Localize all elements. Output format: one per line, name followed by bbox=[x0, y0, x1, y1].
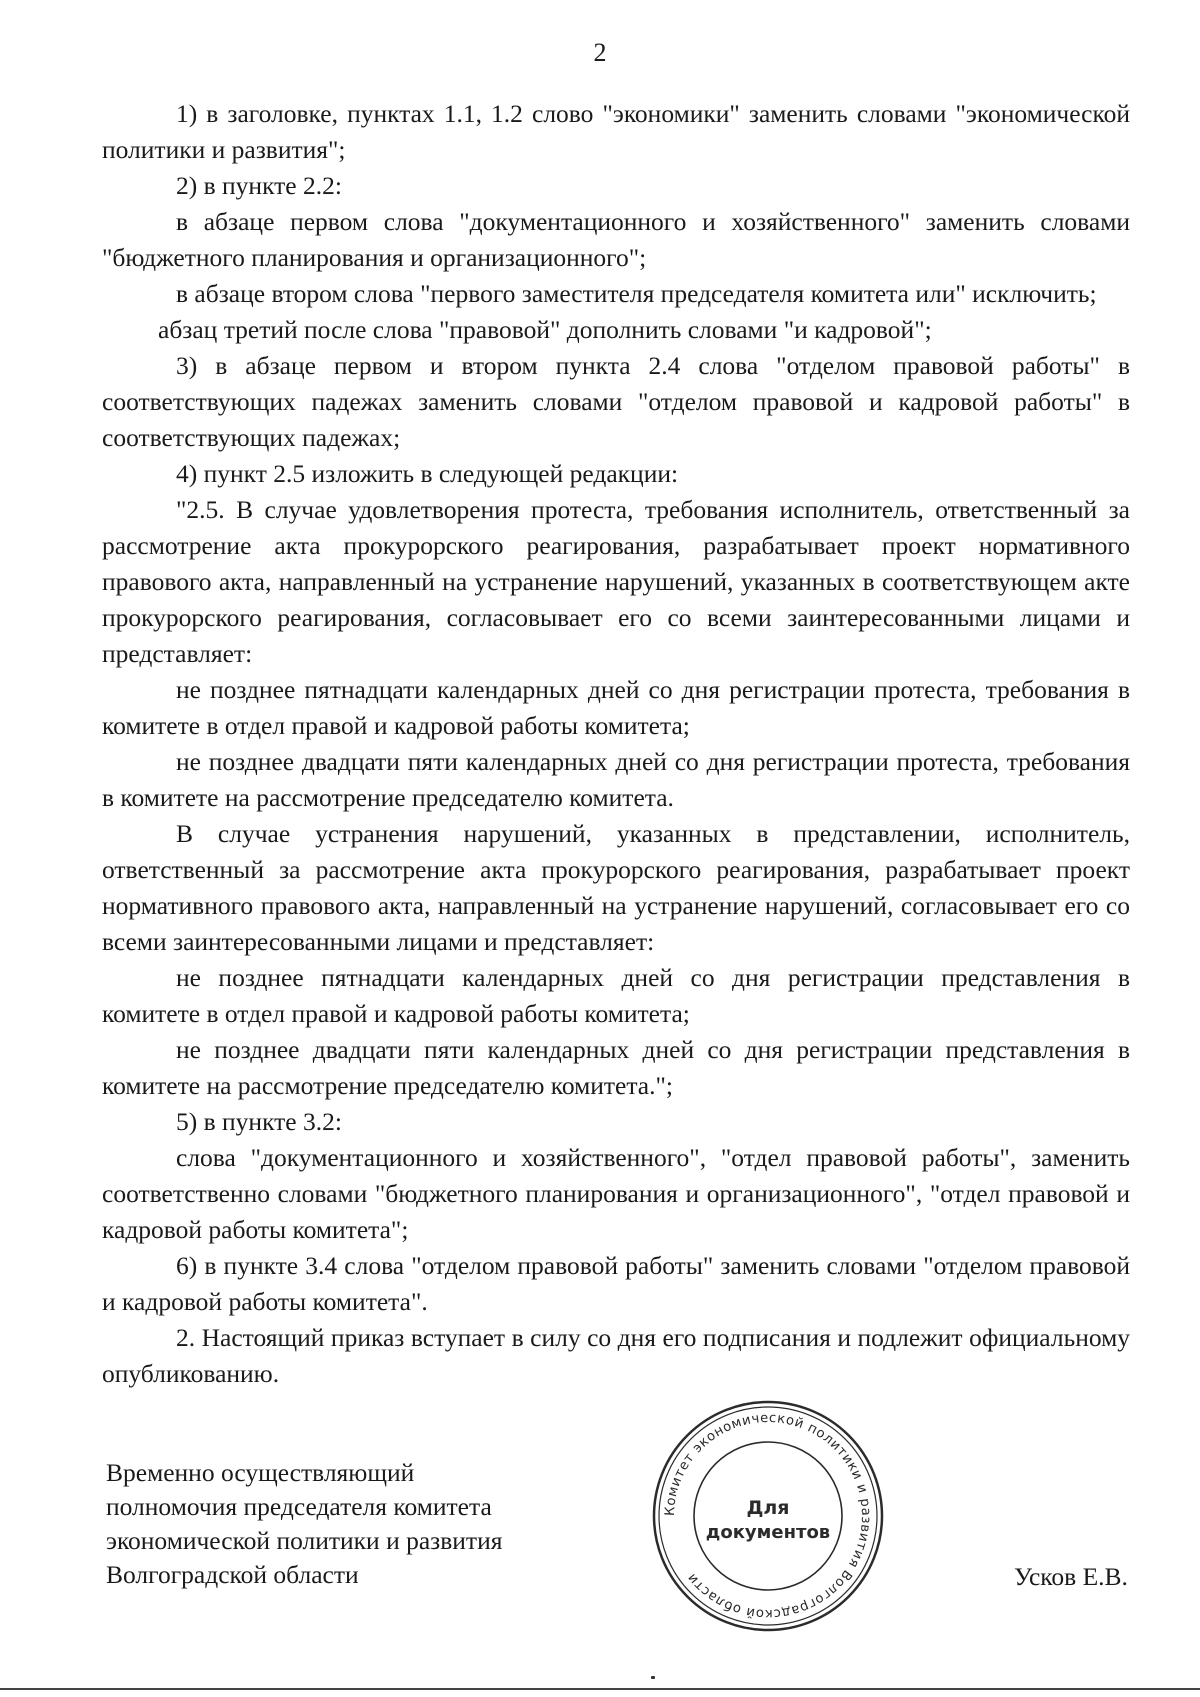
paragraph: В случае устранения нарушений, указанных в представлении, исполнитель, ответственный за рассмотрение акта прокурорского реагирования, разрабатывает проект нормативного правового акта, направленный на устранение нарушений, согласовывает его со всеми заинтересованными лицами и представляет: bbox=[102, 819, 1130, 956]
paragraph: абзац третий после слова "правовой" дополнить словами "и кадровой"; bbox=[158, 315, 932, 344]
page-bottom-rule bbox=[0, 1688, 1200, 1690]
paragraph: слова "документационного и хозяйственного", "отдел правовой работы", заменить соответственно словами "бюджетного планирования и организационного", "отдел правовой и кадровой работы комитета"; bbox=[102, 1143, 1130, 1244]
signer-name: Усков Е.В. bbox=[1014, 1562, 1128, 1591]
paragraph: в абзаце первом слова "документационного и хозяйственного" заменить словами "бюджетного планирования и организационного"; bbox=[102, 207, 1130, 272]
paragraph: не позднее двадцати пяти календарных дней со дня регистрации представления в комитете на рассмотрение председателю комитета."; bbox=[102, 1035, 1130, 1100]
paragraph: 2. Настоящий приказ вступает в силу со дня его подписания и подлежит официальному опубликованию. bbox=[102, 1323, 1130, 1388]
paragraph: 1) в заголовке, пунктах 1.1, 1.2 слово "экономики" заменить словами "экономической политики и развития"; bbox=[102, 99, 1130, 164]
paragraph: 5) в пункте 3.2: bbox=[176, 1107, 342, 1136]
paragraph: 4) пункт 2.5 изложить в следующей редакции: bbox=[176, 459, 679, 488]
scan-speck bbox=[651, 1676, 655, 1679]
paragraph: не позднее пятнадцати календарных дней со дня регистрации представления в комитете в отдел правой и кадровой работы комитета; bbox=[102, 963, 1130, 1028]
signer-title-line: экономической политики и развития bbox=[106, 1526, 503, 1555]
paragraph: в абзаце втором слова "первого заместителя председателя комитета или" исключить; bbox=[176, 279, 1097, 308]
paragraph: 3) в абзаце первом и втором пункта 2.4 слова "отделом правовой работы" в соответствующих падежах заменить словами "отделом правовой и кадровой работы" в соответствующих падежах; bbox=[102, 351, 1130, 452]
stamp-ring-text: Комитет экономической политики и развития Волгоградской области bbox=[662, 1410, 874, 1622]
document-body bbox=[102, 96, 1130, 1392]
paragraph: "2.5. В случае удовлетворения протеста, требования исполнитель, ответственный за рассмотрение акта прокурорского реагирования, разрабатывает проект нормативного правового акта, направленный на устранение нарушений, указанных в соответствующем акте прокурорского реагирования, согласовывает его со всеми заинтересованными лицами и представляет: bbox=[102, 495, 1130, 668]
stamp-center-line: Для bbox=[746, 1497, 790, 1519]
signer-title-line: Волгоградской области bbox=[106, 1560, 359, 1589]
paragraph: не позднее двадцати пяти календарных дней со дня регистрации протеста, требования в комитете на рассмотрение председателю комитета. bbox=[102, 747, 1130, 812]
official-stamp bbox=[650, 1398, 886, 1634]
paragraph: не позднее пятнадцати календарных дней со дня регистрации протеста, требования в комитете в отдел правой и кадровой работы комитета; bbox=[102, 675, 1130, 740]
paragraph: 6) в пункте 3.4 слова "отделом правовой работы" заменить словами "отделом правовой и кадровой работы комитета". bbox=[102, 1251, 1130, 1316]
signer-title-line: Временно осуществляющий bbox=[106, 1458, 415, 1487]
signer-title-line: полномочия председателя комитета bbox=[106, 1492, 492, 1521]
paragraph: 2) в пункте 2.2: bbox=[176, 171, 342, 200]
signer-title bbox=[106, 1456, 502, 1592]
stamp-center-line: документов bbox=[705, 1522, 831, 1543]
page-number: 2 bbox=[593, 38, 607, 67]
